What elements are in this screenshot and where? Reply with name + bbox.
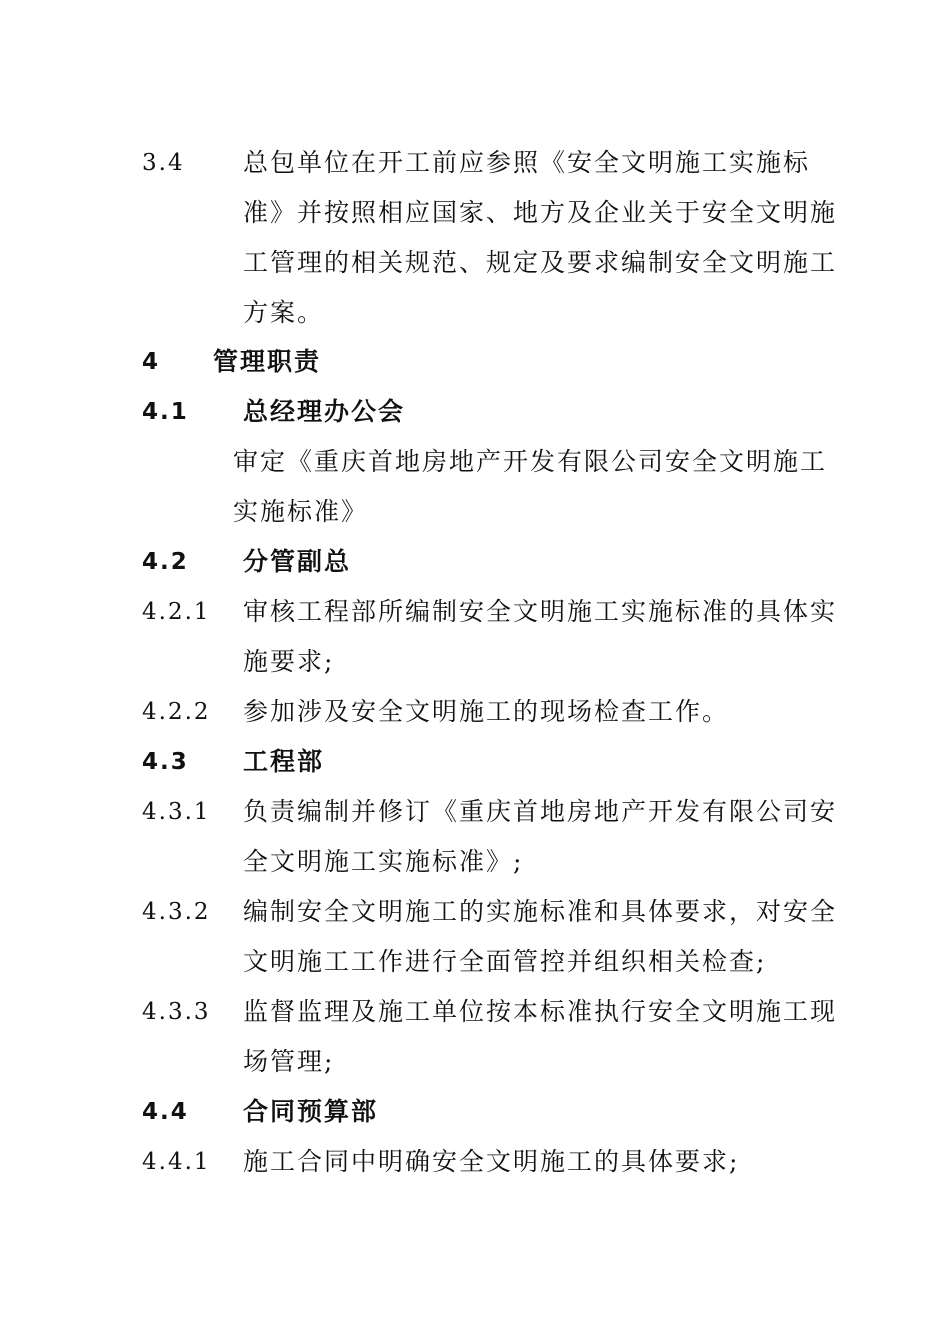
paragraph-line: 实施标准》 (233, 497, 369, 526)
subsection-number: 4.4 (142, 1099, 189, 1125)
clause-line: 监督监理及施工单位按本标准执行安全文明施工现 (243, 997, 838, 1026)
clause-text (243, 587, 838, 687)
clause-number: 4.2.2 (142, 699, 211, 725)
clause-line: 工管理的相关规范、规定及要求编制安全文明施工 (243, 248, 838, 277)
clause-text (243, 687, 823, 737)
clause-number: 3.4 (142, 150, 185, 176)
clause-number: 4.3.3 (142, 999, 211, 1025)
clause-line: 总包单位在开工前应参照《安全文明施工实施标 (243, 148, 811, 177)
subsection-title: 工程部 (243, 747, 325, 776)
clause-line: 负责编制并修订《重庆首地房地产开发有限公司安 (243, 797, 838, 826)
clause-line: 审核工程部所编制安全文明施工实施标准的具体实 (243, 597, 838, 626)
subsection-number: 4.3 (142, 749, 189, 775)
subsection-title: 总经理办公会 (243, 397, 406, 426)
paragraph-line: 审定《重庆首地房地产开发有限公司安全文明施工 (233, 447, 828, 476)
subsection-number: 4.1 (142, 399, 189, 425)
clause-text (243, 1137, 823, 1187)
clause-text (243, 138, 838, 338)
section-title: 管理职责 (213, 347, 322, 376)
clause-text (243, 787, 838, 887)
subsection-number: 4.2 (142, 549, 189, 575)
clause-number: 4.3.2 (142, 899, 211, 925)
clause-line: 文明施工工作进行全面管控并组织相关检查; (243, 947, 767, 976)
clause-line: 方案。 (243, 298, 325, 327)
clause-line: 施工合同中明确安全文明施工的具体要求; (243, 1147, 740, 1176)
clause-line: 全文明施工实施标准》; (243, 847, 524, 876)
clause-text (243, 987, 838, 1087)
clause-line: 编制安全文明施工的实施标准和具体要求，对安全 (243, 897, 838, 926)
clause-line: 场管理; (243, 1047, 335, 1076)
clause-line: 准》并按照相应国家、地方及企业关于安全文明施 (243, 198, 838, 227)
clause-number: 4.3.1 (142, 799, 211, 825)
clause-number: 4.2.1 (142, 599, 211, 625)
clause-line: 施要求; (243, 647, 335, 676)
subsection-title: 分管副总 (243, 547, 352, 576)
clause-line: 参加涉及安全文明施工的现场检查工作。 (243, 697, 730, 726)
paragraph-text (233, 437, 828, 537)
section-number: 4 (142, 349, 161, 375)
clause-text (243, 887, 838, 987)
clause-number: 4.4.1 (142, 1149, 211, 1175)
subsection-title: 合同预算部 (243, 1097, 379, 1126)
